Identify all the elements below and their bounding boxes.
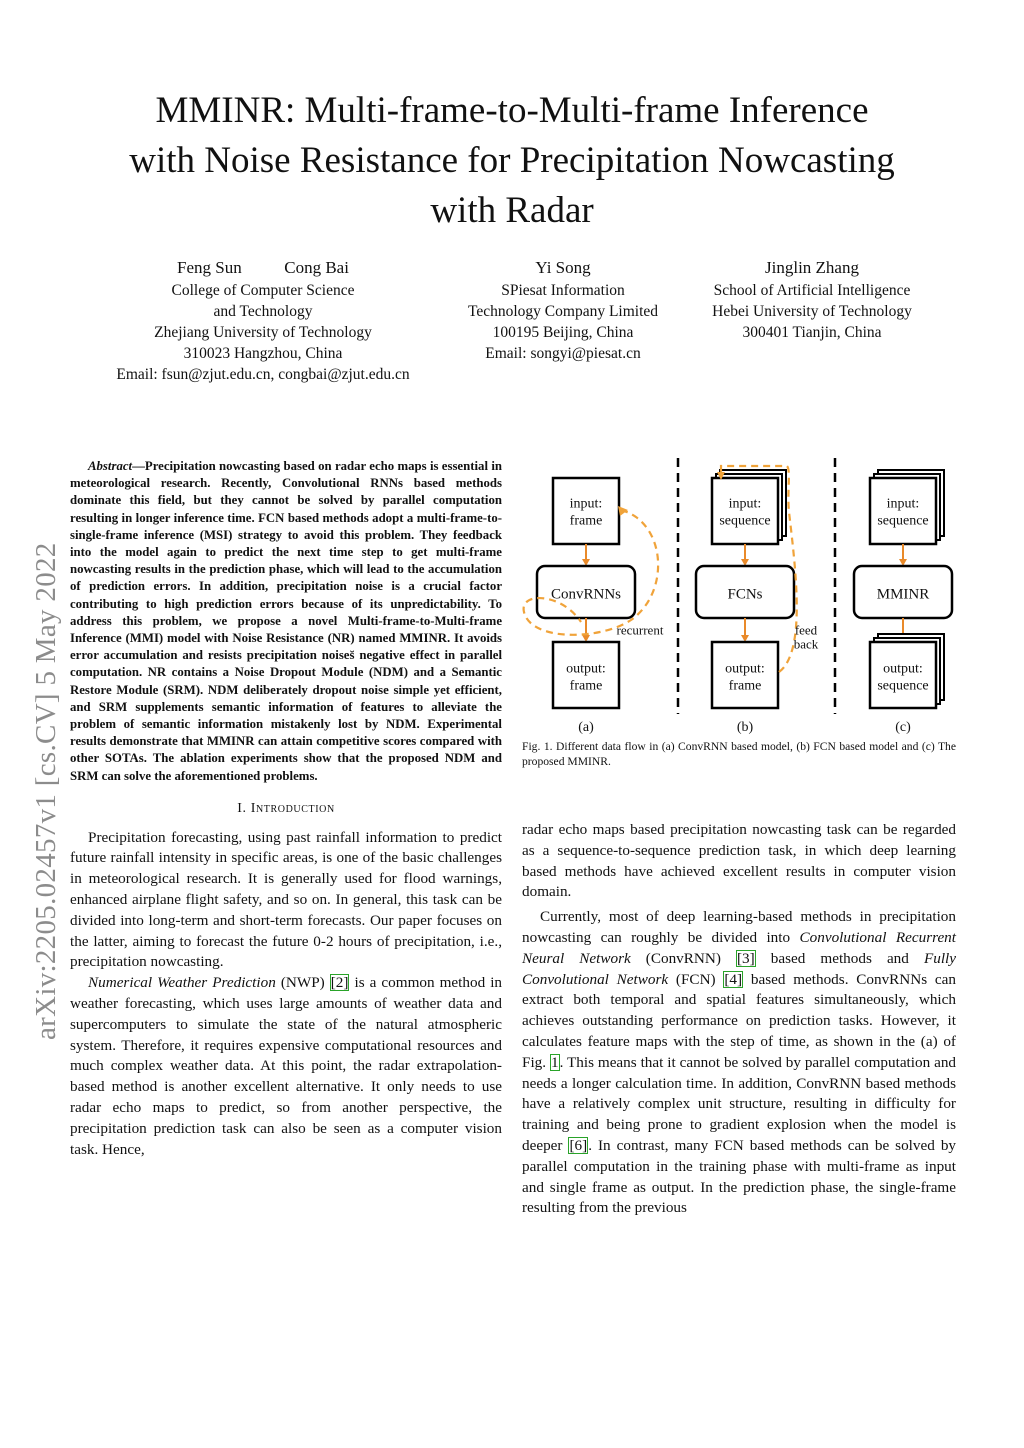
abstract: Abstract—Precipitation nowcasting based on radar echo maps is essential in meteorological research. Recently, Convolutional RNNs based methods dominate this field, but they cannot be solved by parallel computation resulting in longer inference time. FCN based methods adopt a multi-frame-to-single-frame inference (MSI) strategy to avoid this problem. They feedback into the model again to predict the next time step to get multi-frame nowcasting results in the prediction phase, which will lead to the accumulation of prediction errors. In addition, precipitation noise is a crucial factor contributing to high prediction errors because of its unpredictability. To address this problem, we propose a novel Multi-frame-to-Multi-frame Inference (MMI) model with Noise Resistance (NR) named MMINR. It avoids error accumulation and resists precipitation noises̆ negative effect in parallel computation. NR contains a Noise Dropout Module (NDM) and a Semantic Restore Module (SRM). NDM deliberately dropout noise simple yet efficient, and SRM supplements semantic information of features to alleviate the problem of semantic information mistakenly lost by NDM. Experimental results demonstrate that MMINR can attain competitive scores compared with other SOTAs. The ablation experiments show that the proposed NDM and SRM can solve the aforementioned problems. [70, 459, 502, 783]
citation-link[interactable]: [6] [569, 1136, 588, 1154]
citation-link[interactable]: [2] [330, 974, 349, 992]
subfigure-label: (b) [736, 719, 754, 735]
affiliation-line: College of Computer Science [171, 282, 355, 299]
citation-link[interactable]: [3] [736, 949, 755, 967]
subfigure-label: (a) [578, 719, 594, 735]
figure-caption: Fig. 1. Different data flow in (a) ConvRNN based model, (b) FCN based model and (c) The proposed MMINR. [522, 740, 956, 768]
arxiv-stamp: arXiv:2205.02457v1 [cs.CV] 5 May 2022 [30, 542, 62, 1040]
title-line: with Noise Resistance for Precipitation Nowcasting [129, 140, 895, 181]
author-block-2 [443, 256, 683, 364]
model-label: ConvRNNs [550, 586, 622, 603]
feedback-label: feed back [793, 622, 819, 652]
paper-title [60, 86, 964, 236]
author-names: Feng Sun Cong Bai [177, 258, 349, 277]
right-column [522, 820, 956, 1219]
affiliation-line: 300401 Tianjin, China [742, 324, 882, 341]
author-names: Jinglin Zhang [765, 258, 859, 277]
affiliation-line: and Technology [213, 303, 313, 320]
title-line: MMINR: Multi-frame-to-Multi-frame Inference [155, 90, 869, 131]
output-box-label: output: frame [725, 661, 765, 694]
affiliation-line: Zhejiang University of Technology [154, 324, 372, 341]
affiliation-line: 310023 Hangzhou, China [183, 345, 343, 362]
input-box-label: input: sequence [719, 496, 771, 529]
intro-paragraph: Precipitation forecasting, using past rainfall information to predict future rainfall intensity in specific areas, is one of the basic challenges in meteorological research. It is generally used for flood warnings, enhanced airplane flight safety, and so on. In general, this task can be divided into long-term and short-term forecasts. Our paper focuses on the latter, aiming to forecast the future 0-2 hours of precipitation, i.e., precipitation nowcasting. [70, 828, 502, 971]
author-block-1 [60, 256, 466, 385]
citation-link[interactable]: [4] [724, 970, 743, 988]
author-email: Email: songyi@piesat.cn [485, 345, 641, 362]
author-block-3 [690, 256, 934, 343]
recurrent-label: recurrent [616, 622, 664, 638]
figure-1 [521, 452, 957, 744]
affiliation-line: 100195 Beijing, China [492, 324, 634, 341]
output-box-label: output: sequence [877, 661, 929, 694]
output-box-label: output: frame [566, 661, 606, 694]
author-names: Yi Song [535, 258, 591, 277]
affiliation-line: SPiesat Information [501, 282, 625, 299]
left-column [70, 458, 502, 1160]
model-label: FCNs [727, 586, 763, 603]
author-email: Email: fsun@zjut.edu.cn, congbai@zjut.edu.cn [116, 366, 410, 383]
body-paragraph: Currently, most of deep learning-based methods in precipitation nowcasting can roughly be divided into Convolutional Recurrent Neural Network (ConvRNN) [3] based methods and Fully Convolutional Network (FCN) [4] based methods. ConvRNNs can extract both temporal and spatial features simultaneously, which achieves outstanding performance on prediction tasks. However, it calculates feature maps with the step of time, as shown in the (a) of Fig. 1. This means that it cannot be solved by parallel computation and needs a longer calculation time. In addition, ConvRNN based methods have a relatively complex unit structure, resulting in difficulty for training and being prone to gradient explosion when the model is deeper [6]. In contrast, many FCN based methods can be solved by parallel computation in the training phase with multi-frame as input and single frame as output. In the prediction phase, the single-frame resulting from the previous [522, 908, 957, 1217]
input-box-label: input: sequence [877, 496, 929, 529]
affiliation-line: Hebei University of Technology [712, 303, 912, 320]
abstract-text: Precipitation nowcasting based on radar echo maps is essential in meteorological research. Recently, Convolutional RNNs based methods dominate this field, but they cannot be solved by parallel computation resulting in longer inference time. FCN based methods adopt a multi-frame-to-single-frame inference (MSI) strategy to avoid this problem. They feedback into the model again to predict the next time step to get multi-frame nowcasting results in the prediction phase, which will lead to the accumulation of prediction errors. In addition, precipitation noise is a crucial factor contributing to high prediction errors because of its unpredictability. To address this problem, we propose a novel Multi-frame-to-Multi-frame Inference (MMI) model with Noise Resistance (NR) named MMINR. It avoids error accumulation and resists precipitation noises̆ negative effect in parallel computation. NR contains a Noise Dropout Module (NDM) and a Semantic Restore Module (SRM). NDM deliberately dropout noise simple yet efficient, and SRM supplements semantic information of features to alleviate the problem of semantic information mistakenly lost by NDM. Experimental results demonstrate that MMINR can attain competitive scores compared with other SOTAs. The ablation experiments show that the proposed NDM and SRM can solve the aforementioned problems. [70, 459, 502, 783]
abstract-lead: Abstract [88, 459, 133, 473]
model-label: MMINR [876, 586, 930, 603]
input-box-label: input: frame [569, 496, 603, 529]
figure-1-diagram [521, 452, 957, 744]
subfigure-label: (c) [895, 719, 911, 735]
title-line: with Radar [430, 190, 594, 231]
intro-paragraph: Numerical Weather Prediction (NWP) [2] is a common method in weather forecasting, which uses large amounts of weather data and supercomputers to simulate the state of the natural atmospheric system. Therefore, it requires expensive computational resources and much complex weather data. At this point, the radar extrapolation-based method is another excellent alternative. It only needs to use radar echo maps to predict, so from another perspective, the precipitation prediction task can also be seen as a computer vision task. Hence, [70, 974, 503, 1158]
section-heading: I. Introduction [237, 800, 335, 816]
body-paragraph: radar echo maps based precipitation nowcasting task can be regarded as a sequence-to-sequence prediction task, in which deep learning based methods have achieved excellent results in computer vision domain. [522, 821, 956, 901]
affiliation-line: Technology Company Limited [467, 303, 659, 320]
affiliation-line: School of Artificial Intelligence [713, 282, 911, 299]
figure-link[interactable]: 1 [550, 1053, 559, 1071]
